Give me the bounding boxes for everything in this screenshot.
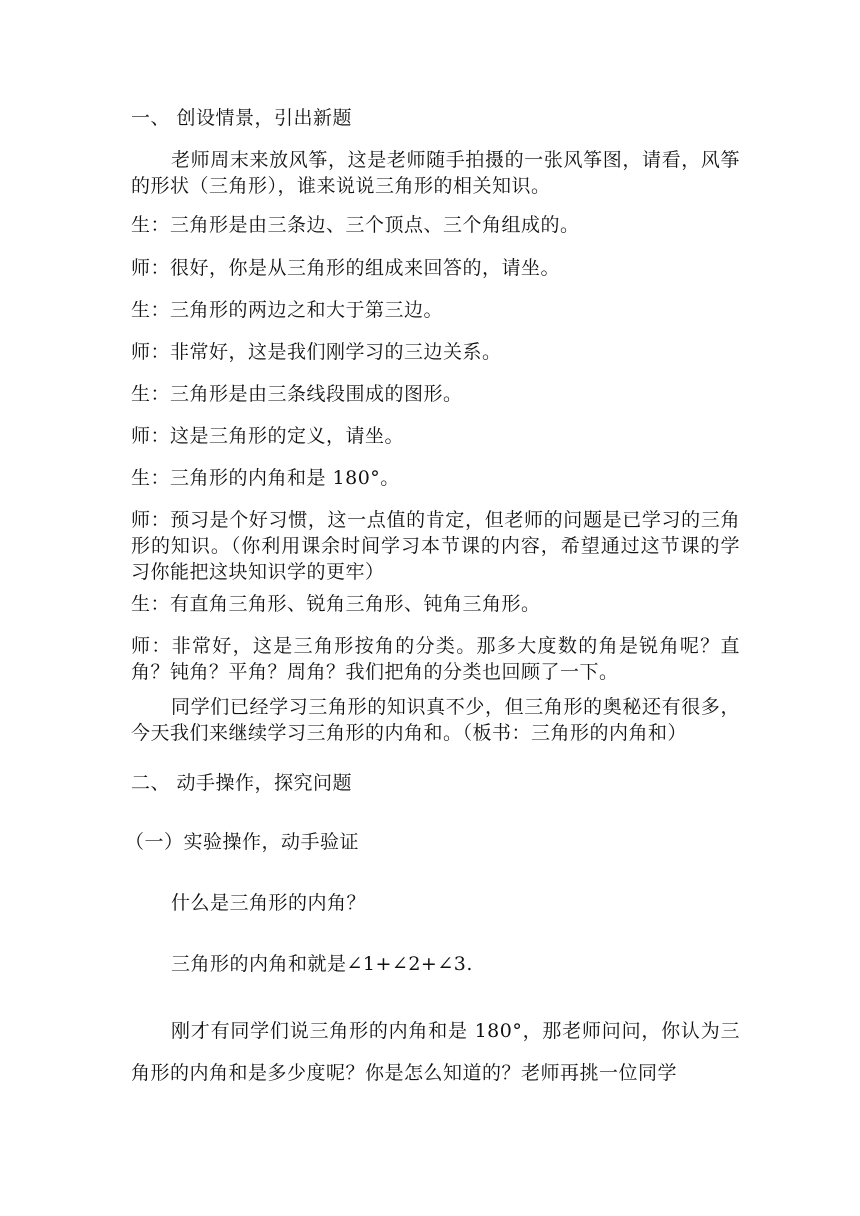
section2-subheading: （一）实验操作，动手验证 [125, 831, 360, 853]
dialogue-line-6: 师：这是三角形的定义，请坐。 [131, 425, 405, 447]
dialogue-line-9: 生：有直角三角形、锐角三角形、钝角三角形。 [131, 593, 541, 615]
dialogue-line-5: 生：三角形是由三条线段围成的图形。 [131, 383, 463, 405]
dialogue-line-8: 师：预习是个好习惯，这一点值的肯定，但老师的问题是已学习的三角形的知识。（你利用课余时间学习本节课的内容，希望通过这节课的学习你能把这块知识学的更牢） [131, 509, 740, 583]
section2-question: 什么是三角形的内角？ [171, 892, 367, 914]
dialogue-line-1: 生：三角形是由三条边、三个顶点、三个角组成的。 [131, 214, 580, 236]
dialogue-line-3: 生：三角形的两边之和大于第三边。 [131, 299, 444, 321]
section2-closing: 刚才有同学们说三角形的内角和是 180°，那老师问问，你认为三角形的内角和是多少度呢？你是怎么知道的？老师再挑一位同学 [131, 1020, 740, 1084]
dialogue-line-4: 师：非常好，这是我们刚学习的三边关系。 [131, 341, 502, 363]
section2-heading: 二、 动手操作，探究问题 [131, 772, 353, 794]
section1-heading: 一、 创设情景，引出新题 [131, 107, 353, 129]
dialogue-line-7: 生：三角形的内角和是 180°。 [131, 467, 400, 489]
section2-definition: 三角形的内角和就是∠1+∠2+∠3. [171, 953, 473, 975]
section1-summary: 同学们已经学习三角形的知识真不少，但三角形的奥秘还有很多，今天我们来继续学习三角形的内角和。（板书：三角形的内角和） [131, 696, 740, 744]
dialogue-line-10: 师：非常好，这是三角形按角的分类。那多大度数的角是锐角呢？直角？钝角？平角？周角？我们把角的分类也回顾了一下。 [131, 635, 740, 683]
section1-intro: 老师周末来放风筝，这是老师随手拍摄的一张风筝图，请看，风筝的形状（三角形），谁来说说三角形的相关知识。 [131, 149, 740, 197]
dialogue-line-2: 师：很好，你是从三角形的组成来回答的，请坐。 [131, 257, 561, 279]
